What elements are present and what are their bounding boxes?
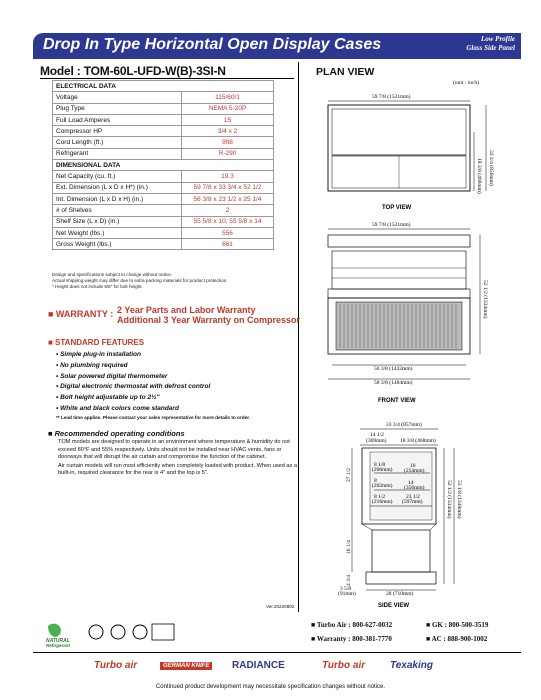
dim-side-n: 3 5/8 <box>340 586 352 592</box>
side-view-label: SIDE VIEW <box>378 603 410 609</box>
page-title: Drop In Type Horizontal Open Display Cases <box>43 36 382 53</box>
front-canopy <box>328 235 470 247</box>
side-view-drawing <box>300 418 530 610</box>
divider <box>40 78 294 79</box>
dim-side-d: 10 <box>410 463 416 469</box>
subtitle-line-1: Low Profile <box>480 35 515 43</box>
svg-text:Refrigerant: Refrigerant <box>46 643 71 648</box>
dim-side-i: 23 1/2 <box>406 494 420 500</box>
recommended-section <box>48 429 298 478</box>
spec-label: Plug Type <box>53 103 182 114</box>
dim-side-width: 33 3/4 (857mm) <box>386 422 422 428</box>
dim-front-width: 59 7/8 (1521mm) <box>372 222 411 228</box>
top-view-drawing <box>300 90 530 215</box>
contact-ac: ■ AC : 888-900-1002 <box>426 635 488 643</box>
dim-side-f: 14 <box>408 480 414 486</box>
feature-item: • Simple plug-in installation <box>56 351 141 358</box>
feature-item: • White and black colors come standard <box>56 404 179 412</box>
recommended-heading: ■ Recommended operating conditions <box>48 429 185 438</box>
etl-logo <box>89 625 103 639</box>
spec-row <box>53 171 274 182</box>
dim-side-c-mm: (206mm) <box>372 467 393 473</box>
spec-label: DIMENSIONAL DATA <box>53 160 274 171</box>
spec-value: 556 <box>182 227 274 238</box>
feature-item: • Solar powered digital thermometer <box>56 372 168 380</box>
spec-value: 56 3/8 x 23 1/2 x 25 1/4 <box>182 193 274 204</box>
spec-label: # of Shelves <box>53 205 182 216</box>
dim-side-l: 53 1/8 (1348mm) <box>456 480 462 519</box>
front-view-label: FRONT VIEW <box>378 398 416 404</box>
plan-view-title: PLAN VIEW <box>316 66 375 78</box>
spec-value: 3/4 x 2 <box>182 126 274 137</box>
dim-side-i-mm: (597mm) <box>402 499 423 505</box>
side-base <box>372 530 430 572</box>
dim-side-d-mm: (254mm) <box>404 468 425 474</box>
spec-row <box>53 92 274 103</box>
features-section <box>48 338 250 421</box>
front-well <box>328 289 470 298</box>
dim-side-a-mm: (369mm) <box>366 438 387 444</box>
features-heading: ■ STANDARD FEATURES <box>48 338 145 347</box>
dim-side-h-mm: (216mm) <box>372 499 393 505</box>
etl-sanitation-logo <box>111 625 125 639</box>
spec-value: 59 7/8 x 33 3/4 x 52 1/2 <box>182 182 274 193</box>
spec-row <box>53 114 274 125</box>
dim-front-height: 52 1/2 (1334mm) <box>482 280 488 319</box>
column-divider <box>298 62 299 612</box>
turbo-air-logo-2: Turbo air <box>322 660 366 671</box>
spec-value: 115/60/1 <box>182 92 274 103</box>
dim-top-width: 59 7/8 (1521mm) <box>372 94 411 100</box>
note: Design and specifications subject to change without notice. <box>52 272 173 277</box>
contact-turbo-air: ■ Turbo Air : 800-627-0032 <box>311 621 393 629</box>
dim-front-w2: 56 3/8 (1432mm) <box>374 366 413 372</box>
spec-row <box>53 216 274 227</box>
radiance-logo: RADIANCE <box>232 660 285 671</box>
turbo-air-logo: Turbo air <box>94 660 138 671</box>
note: Actual shipping weight may differ due to extra packing materials for product protection. <box>52 278 228 283</box>
top-view-label: TOP VIEW <box>382 205 412 211</box>
spec-value: 15 <box>182 114 274 125</box>
unit-label: (unit : inch) <box>453 80 479 86</box>
natural-refrigerant-logo <box>46 624 71 648</box>
dim-side-o: 28 (710mm) <box>386 591 414 597</box>
dim-side-h: 8 1/2 <box>374 494 386 500</box>
side-foot <box>366 572 436 584</box>
brand-logos <box>94 660 484 676</box>
spec-value: 19.3 <box>182 171 274 182</box>
spec-label: Gross Weight (lbs.) <box>53 239 182 250</box>
header-subtitle <box>466 35 515 53</box>
features-list <box>56 350 250 415</box>
dim-side-m: 4 3/4 <box>346 574 352 586</box>
footer-disclaimer: Continued product development may necessitate specification changes without notice. <box>155 684 386 690</box>
texaking-logo: Texaking <box>390 660 433 671</box>
footer-divider <box>33 652 521 653</box>
front-grille <box>336 302 462 350</box>
warranty-line-1: 2 Year Parts and Labor Warranty <box>117 305 256 315</box>
dim-side-n-mm: (91mm) <box>338 591 356 597</box>
spec-value: NEMA 5-20P <box>182 103 274 114</box>
subtitle-line-2: Glass Side Panel <box>466 44 515 52</box>
energy-logo <box>133 625 147 639</box>
dim-side-f-mm: (356mm) <box>404 485 425 491</box>
warranty-label: ■ WARRANTY : <box>48 309 114 319</box>
german-knife-logo: GERMAN KNIFE <box>160 662 212 670</box>
dim-side-k: 52 1/2 (1334mm) <box>446 480 452 519</box>
recommended-text-1: TOM models are designed to operate in an environment where temperature & humidity do not exceed 80°F and 55% respectively. Units should not be installed near HVAC vents, fans or doorways that will disrupt the air curtain and compromise the function of the cabinet. <box>58 439 290 461</box>
contact-warranty: ■ Warranty : 800-381-7770 <box>311 635 392 643</box>
front-view-drawing <box>300 218 530 408</box>
spec-section-row <box>53 81 274 92</box>
svg-text:NATURAL: NATURAL <box>46 638 70 644</box>
dim-side-e: 27 1/2 <box>346 468 352 482</box>
top-canopy <box>332 109 466 155</box>
spec-row <box>53 239 274 250</box>
line <box>362 524 372 530</box>
spec-label: ELECTRICAL DATA <box>53 81 274 92</box>
spec-value: 661 <box>182 239 274 250</box>
spec-label: Voltage <box>53 92 182 103</box>
spec-value: 2 <box>182 205 274 216</box>
page-header <box>33 33 521 59</box>
front-glass <box>332 251 466 289</box>
dim-top-depth-inner: 18 3/8 (466mm) <box>476 158 482 194</box>
warranty-badge-logo <box>152 624 174 640</box>
dim-side-g: 8 <box>374 478 377 484</box>
dim-top-depth: 33 3/4 (856mm) <box>488 150 494 186</box>
spec-label: Net Capacity (cu. ft.) <box>53 171 182 182</box>
spec-value: 55 5/8 x 10, 55 5/8 x 14 <box>182 216 274 227</box>
spec-row <box>53 148 274 159</box>
warranty-line-2: Additional 3 Year Warranty on Compressor <box>117 315 301 325</box>
feature-item: • Digital electronic thermostat with defrost control <box>56 383 211 391</box>
dim-side-a: 14 1/2 <box>370 432 384 438</box>
spec-label: Cord Length (ft.) <box>53 137 182 148</box>
spec-label: Full Load Amperes <box>53 114 182 125</box>
spec-label: Ext. Dimension (L x D x H*) (in.) <box>53 182 182 193</box>
dim-side-c: 8 1/8 <box>374 462 386 468</box>
model-number: Model : TOM-60L-UFD-W(B)-3SI-N <box>40 64 226 78</box>
spec-row <box>53 126 274 137</box>
contact-gk: ■ GK : 800-500-3519 <box>426 621 489 629</box>
dim-side-b: 18 3/8 (468mm) <box>400 438 436 444</box>
features-footnote: ** Lead time applies. Please contact your sales representative for more details to order. <box>56 414 251 420</box>
spec-section-row <box>53 160 274 171</box>
dim-side-j: 16 1/4 <box>346 540 352 554</box>
spec-label: Refrigerant <box>53 148 182 159</box>
spec-notes <box>52 272 228 290</box>
feature-item: • Bolt height adjustable up to 2½" <box>56 394 160 402</box>
recommended-text-2: Air curtain models will run most efficiently when completely loaded with product. When used as a built-in, required clearance for the rear is 4" and the top is 5". <box>58 462 297 477</box>
spec-row <box>53 227 274 238</box>
spec-label: Int. Dimension (L x D x H) (in.) <box>53 193 182 204</box>
spec-row <box>53 182 274 193</box>
spec-value: 9ft8 <box>182 137 274 148</box>
certification-logos <box>46 622 236 648</box>
spec-row <box>53 193 274 204</box>
spec-label: Compressor HP <box>53 126 182 137</box>
spec-label: Net Weight (lbs.) <box>53 227 182 238</box>
line <box>430 524 436 530</box>
spec-row <box>53 205 274 216</box>
spec-row <box>53 103 274 114</box>
note: * Height does not include 5/8" for bolt height. <box>52 284 143 289</box>
dim-front-w3: 58 3/8 (1484mm) <box>374 380 413 386</box>
spec-table <box>52 80 274 250</box>
spec-value: R-290 <box>182 148 274 159</box>
feature-item: • No plumbing required <box>56 361 128 369</box>
spec-row <box>53 137 274 148</box>
version-label: Ver.20220802 <box>266 604 295 609</box>
spec-label: Shelf Size (L x D) (in.) <box>53 216 182 227</box>
dim-side-g-mm: (202mm) <box>372 483 393 489</box>
